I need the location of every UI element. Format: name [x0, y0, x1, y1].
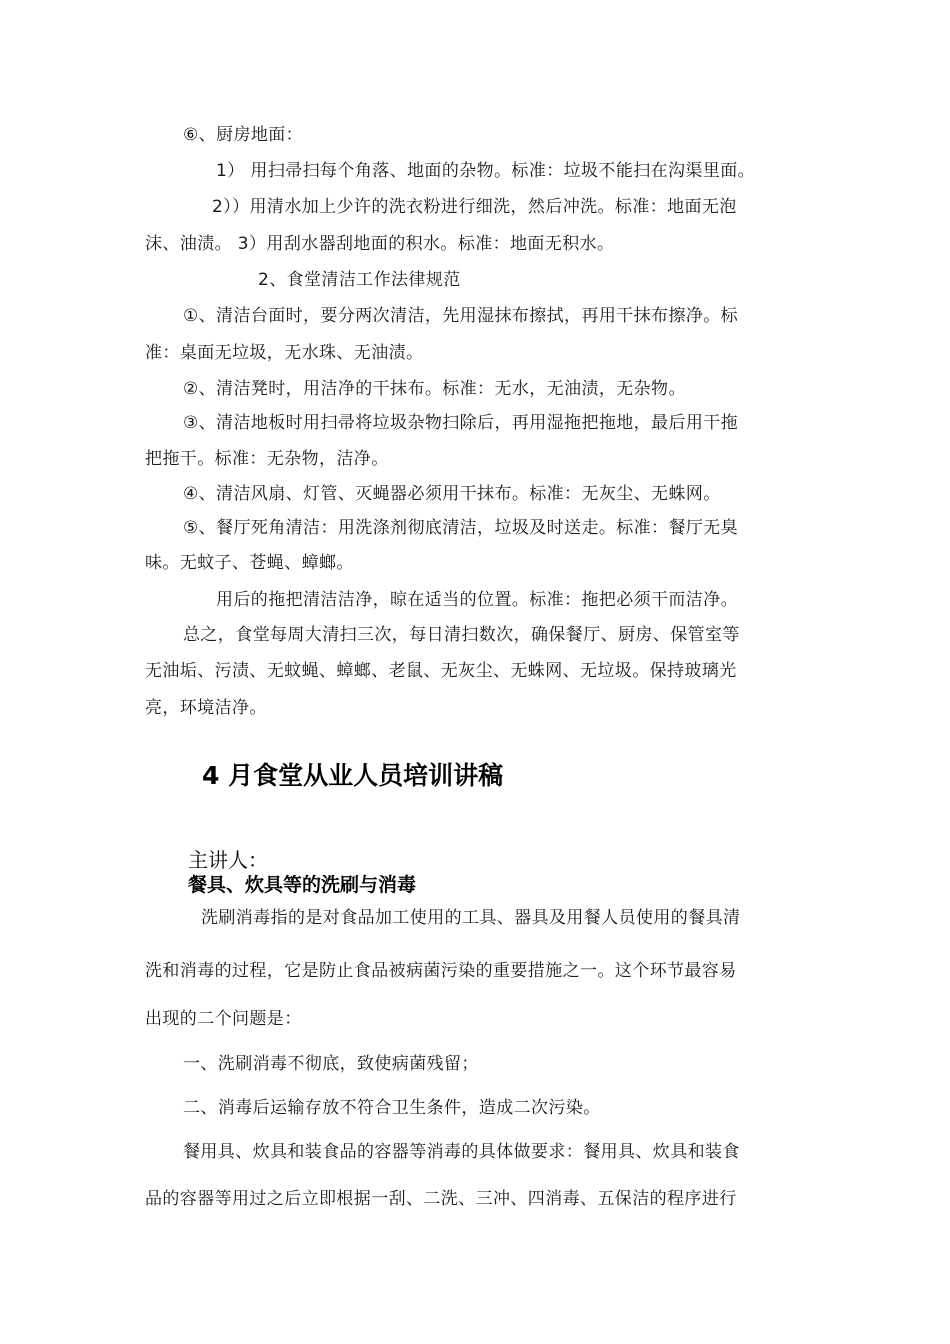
rule-1-line-1: ①、清洁台面时，要分两次清洁，先用湿抹布擦拭，再用干抹布擦净。标: [183, 306, 739, 326]
lecture-subheading: 餐具、炊具等的洗刷与消毒: [188, 874, 417, 896]
rule-4: ④、清洁风扇、灯管、灭蝇器必须用干抹布。标准：无灰尘、无蛛网。: [183, 484, 721, 504]
rules-heading: 2、食堂清洁工作法律规范: [258, 270, 461, 290]
intro-line-1: 洗刷消毒指的是对食品加工使用的工具、器具及用餐人员使用的餐具清: [201, 908, 741, 928]
problem-2: 二、消毒后运输存放不符合卫生条件，造成二次污染。: [183, 1098, 601, 1118]
summary-line-2: 无油垢、污渍、无蚊蝇、蟑螂、老鼠、无灰尘、无蛛网、无垃圾。保持玻璃光: [145, 661, 737, 681]
requirement-line-1: 餐用具、炊具和装食品的容器等消毒的具体做要求：餐用具、炊具和装食: [183, 1142, 740, 1162]
rule-5-line-1: ⑤、餐厅死角清洁：用洗涤剂彻底清洁，垃圾及时送走。标准：餐厅无臭: [183, 518, 739, 538]
floor-item-2-line-1: 2））用清水加上少许的洗衣粉进行细洗，然后冲洗。标准：地面无泡: [212, 197, 737, 217]
rule-3-line-1: ③、清洁地板时用扫帚将垃圾杂物扫除后，再用湿拖把拖地，最后用干拖: [183, 413, 739, 433]
rule-1-line-2: 准：桌面无垃圾，无水珠、无油渍。: [145, 343, 424, 363]
floor-item-1: 1） 用扫帚扫每个角落、地面的杂物。标准：垃圾不能扫在沟渠里面。: [216, 161, 756, 181]
rule-5-line-2: 味。无蚊子、苍蝇、蟑螂。: [145, 553, 354, 573]
requirement-line-2: 品的容器等用过之后立即根据一刮、二洗、三冲、四消毒、五保洁的程序进行: [145, 1189, 737, 1209]
rule-6: 用后的拖把清洁洁净，晾在适当的位置。标准：拖把必须干而洁净。: [216, 590, 738, 610]
intro-line-2: 洗和消毒的过程，它是防止食品被病菌污染的重要措施之一。这个环节最容易: [145, 961, 737, 981]
floor-heading: ⑥、厨房地面：: [183, 125, 304, 145]
problem-1: 一、洗刷消毒不彻底，致使病菌残留；: [183, 1054, 479, 1074]
intro-line-3: 出现的二个问题是：: [145, 1009, 302, 1029]
speaker-label: 主讲人：: [188, 848, 268, 872]
summary-line-3: 亮，环境洁净。: [145, 698, 267, 718]
lecture-title: 4 月食堂从业人员培训讲稿: [202, 761, 504, 790]
rule-2: ②、清洁凳时，用洁净的干抹布。标准：无水，无油渍，无杂物。: [183, 379, 686, 399]
rule-3-line-2: 把拖干。标准：无杂物，洁净。: [145, 449, 389, 469]
summary-line-1: 总之，食堂每周大清扫三次，每日清扫数次，确保餐厅、厨房、保管室等: [183, 625, 740, 645]
floor-item-2-line-2: 沫、油渍。 3）用刮水器刮地面的积水。标准：地面无积水。: [145, 234, 615, 254]
